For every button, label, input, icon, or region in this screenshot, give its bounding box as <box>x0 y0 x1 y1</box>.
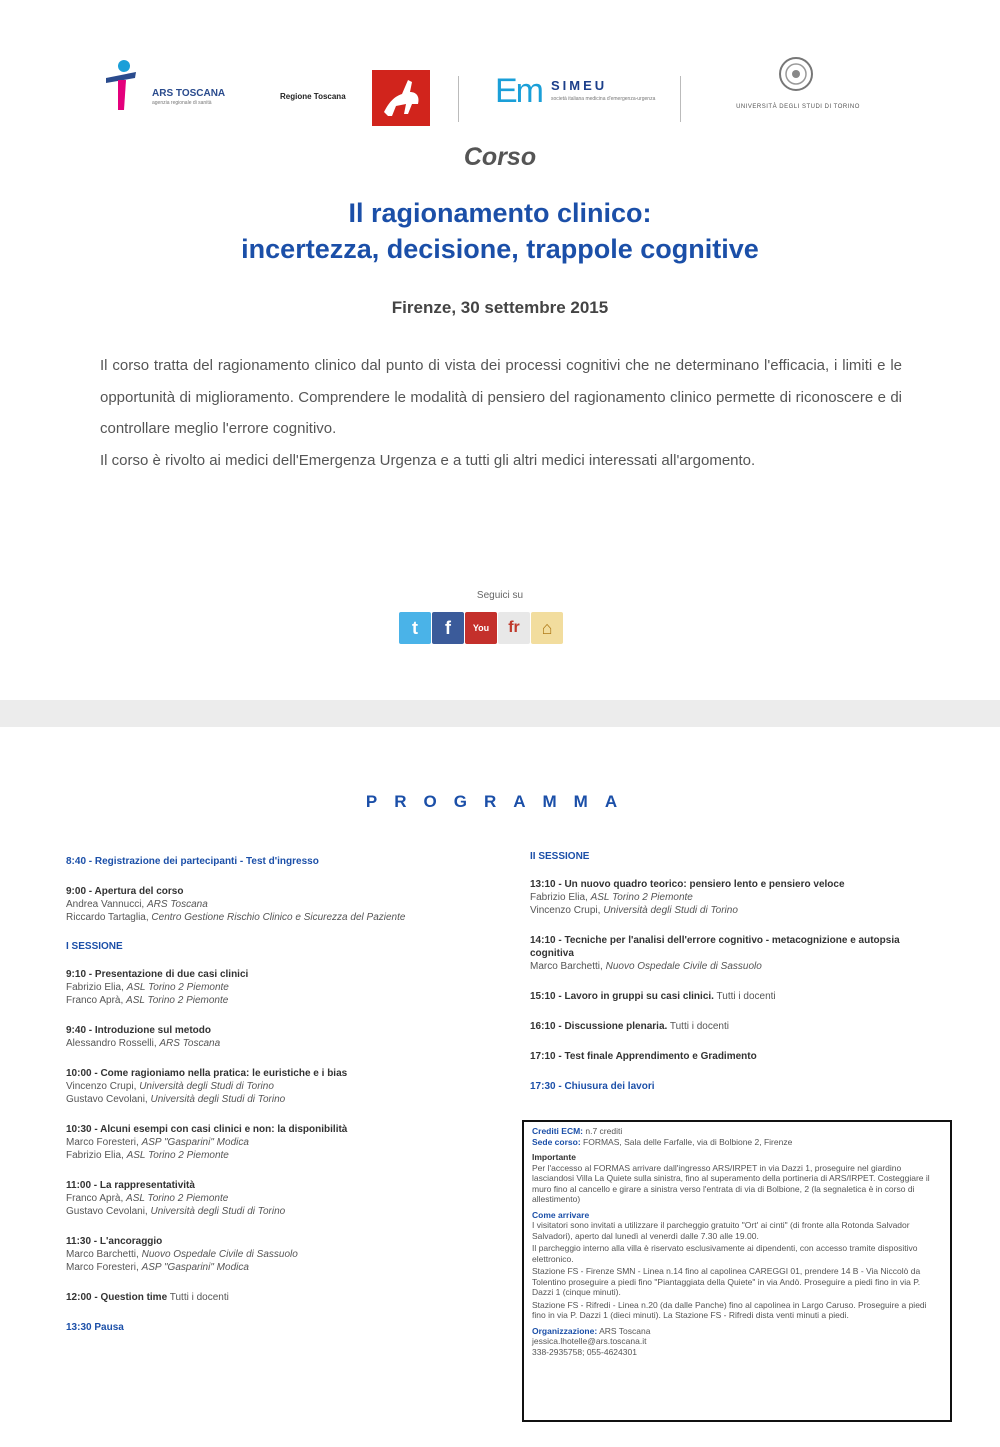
unito-name: UNIVERSITÀ DEGLI STUDI DI TORINO <box>736 104 860 110</box>
program-item-time-title: 10:30 - Alcuni esempi con casi clinici e non: la disponibilità <box>66 1124 348 1135</box>
program-item-time-title: 14:10 - Tecniche per l'analisi dell'errore cognitivo - metacognizione e autopsia cognitiva <box>530 935 900 959</box>
page-two <box>0 727 1000 1447</box>
speaker-line <box>530 960 910 973</box>
come-arrivare-text: Stazione FS - Rifredi - Linea n.20 (da dalle Panche) fino al capolinea in Largo Caruso. Proseguire a piedi fino in via P. Dazzi 1 (dieci minuti). La Stazione FS - Rifredi dista venti minuti a piedi. <box>532 1299 927 1320</box>
program-item-time-title: 11:00 - La rappresentatività <box>66 1180 195 1191</box>
program-item-title <box>66 968 466 981</box>
program-item-time-title: 11:30 - L'ancoraggio <box>66 1236 163 1247</box>
speaker-name: Fabrizio Elia, <box>66 1150 127 1161</box>
speaker-affiliation: Università degli Studi di Torino <box>150 1206 286 1217</box>
speaker-line <box>66 898 466 911</box>
speaker-affiliation: ASP "Gasparini" Modica <box>141 1137 249 1148</box>
program-item-title <box>66 1024 466 1037</box>
speaker-affiliation: ARS Toscana <box>159 1038 221 1049</box>
crediti-label: Crediti ECM: <box>532 1126 583 1136</box>
program-item-title <box>66 1179 466 1192</box>
info-box <box>522 1120 952 1422</box>
speaker-name: Marco Foresteri, <box>66 1137 142 1148</box>
speaker-line <box>66 1037 466 1050</box>
university-seal-icon <box>778 56 814 96</box>
program-item <box>530 1020 910 1033</box>
social-icons <box>399 612 564 644</box>
speaker-line <box>66 1261 466 1274</box>
speaker-line <box>66 1080 466 1093</box>
speaker-name: Fabrizio Elia, <box>66 982 127 993</box>
course-title <box>0 195 1000 267</box>
sede-value: FORMAS, Sala delle Farfalle, via di Bolbione 2, Firenze <box>580 1136 793 1147</box>
program-item-time-title: 9:40 - Introduzione sul metodo <box>66 1025 212 1036</box>
simeu-name: SIMEU <box>551 78 608 93</box>
program-item-title <box>66 1321 466 1334</box>
ars-name: ARS TOSCANA <box>152 88 226 99</box>
come-arrivare-label: Come arrivare <box>532 1209 590 1220</box>
simeu-logo <box>495 72 656 122</box>
program-item-title <box>530 851 910 862</box>
program-item-title <box>530 990 910 1003</box>
program-item-title <box>66 855 466 868</box>
speaker-name: Gustavo Cevolani, <box>66 1206 151 1217</box>
program-item-time-title: 15:10 - Lavoro in gruppi su casi clinici. <box>530 991 714 1002</box>
regione-toscana-logo <box>280 66 430 126</box>
simeu-subtitle: società italiana medicina d'emergenza-urgenza <box>551 96 656 102</box>
program-item <box>530 1050 910 1063</box>
speaker-name: Vincenzo Crupi, <box>66 1081 140 1092</box>
program-item-time-title: 16:10 - Discussione plenaria. <box>530 1021 668 1032</box>
speaker-line <box>66 1136 466 1149</box>
ars-toscana-logo <box>96 58 246 114</box>
program-heading: PROGRAMMA <box>365 792 635 811</box>
program-item-title <box>530 1050 910 1063</box>
speaker-line <box>66 1248 466 1261</box>
ars-subtitle: agenzia regionale di sanità <box>152 100 212 106</box>
program-item <box>66 885 466 924</box>
speaker-line <box>66 1149 466 1162</box>
facebook-icon[interactable]: f <box>432 612 464 644</box>
organizzazione-phone: 338-2935758; 055-4624301 <box>532 1346 637 1357</box>
program-right-column <box>530 851 910 1110</box>
importante-label: Importante <box>532 1152 576 1162</box>
program-left-column <box>66 855 466 1351</box>
program-item-time-title: 12:00 - Question time <box>66 1292 168 1303</box>
description-paragraph: Il corso è rivolto ai medici dell'Emergenza Urgenza e a tutti gli altri medici interessati all'argomento. <box>100 451 756 469</box>
program-item-title <box>530 1020 910 1033</box>
course-date: Firenze, 30 settembre 2015 <box>391 298 609 317</box>
program-item-time-title: 9:10 - Presentazione di due casi clinici <box>66 969 249 980</box>
course-description <box>100 350 902 476</box>
speaker-line <box>530 904 910 917</box>
speaker-affiliation: ASP "Gasparini" Modica <box>141 1262 249 1273</box>
program-item <box>530 878 910 917</box>
course-label: Corso <box>463 143 537 171</box>
speaker-affiliation: Centro Gestione Rischio Clinico e Sicurezza del Paziente <box>151 912 406 923</box>
program-item-suffix: Tutti i docenti <box>167 1292 229 1303</box>
come-arrivare-text: I visitatori sono invitati a utilizzare il parcheggio gratuito "Ort' ai cinti" (di fronte alla Rotonda Salvador Salvadori), aperto dal lunedì al venerdì dalle 7.30 alle 19.00. <box>532 1220 910 1241</box>
organizzazione-value: ARS Toscana <box>597 1325 651 1336</box>
organizzazione-label: Organizzazione: <box>532 1325 598 1336</box>
speaker-name: Franco Aprà, <box>66 995 127 1006</box>
organizzazione-email[interactable]: jessica.lhotelle@ars.toscana.it <box>532 1336 647 1346</box>
speaker-affiliation: Università degli Studi di Torino <box>150 1094 286 1105</box>
speaker-name: Fabrizio Elia, <box>530 892 591 903</box>
description-paragraph: Il corso tratta del ragionamento clinico dal punto di vista dei processi cognitivi che ne determinano l'efficacia, i limiti e le opportunità di miglioramento. Comprendere le modalità di pensiero del ragionamento clinico permette di riconoscere e di controllare meglio l'errore cognitivo. <box>100 357 902 437</box>
program-item-time-title: 10:00 - Come ragioniamo nella pratica: le euristiche e i bias <box>66 1068 348 1079</box>
twitter-icon[interactable]: t <box>399 612 431 644</box>
program-item-time-title: 13:30 Pausa <box>66 1322 124 1333</box>
follow-label: Seguici su <box>476 590 524 601</box>
speaker-affiliation: ASL Torino 2 Piemonte <box>126 995 229 1006</box>
speaker-affiliation: ASL Torino 2 Piemonte <box>590 892 693 903</box>
program-item-title <box>66 1067 466 1080</box>
speaker-affiliation: ASL Torino 2 Piemonte <box>126 982 229 993</box>
sede-label: Sede corso: <box>532 1136 581 1147</box>
program-item-title <box>530 934 910 960</box>
program-item-suffix: Tutti i docenti <box>667 1021 729 1032</box>
program-item-title <box>530 878 910 891</box>
program-item <box>530 1080 910 1093</box>
speaker-name: Riccardo Tartaglia, <box>66 912 152 923</box>
program-item-time-title: 8:40 - Registrazione dei partecipanti - Test d'ingresso <box>66 856 319 867</box>
program-item <box>66 968 466 1007</box>
importante-text: Per l'accesso al FORMAS arrivare dall'ingresso ARS/IRPET in via Dazzi 1, proseguire nel giardino lasciandosi Villa La Quiete sulla sinistra, fino al superamento della portineria di ARS/IRPET. Costeggiare il muro fino al cancello e girare a sinistra verso l'entrata di via di Bolbione, 2 (la segnaletica è in corso di allestimento) <box>532 1162 930 1204</box>
program-item-title <box>66 1235 466 1248</box>
speaker-line <box>66 911 466 924</box>
speaker-line <box>66 981 466 994</box>
ars-figure-icon <box>104 58 138 112</box>
speaker-line <box>66 1205 466 1218</box>
program-item-title <box>530 1080 910 1093</box>
crediti-value: n.7 crediti <box>583 1126 623 1136</box>
speaker-affiliation: Università degli Studi di Torino <box>603 905 738 916</box>
home-icon[interactable]: ⌂ <box>531 612 563 644</box>
program-item-time-title: II SESSIONE <box>530 851 590 862</box>
speaker-line <box>66 1093 466 1106</box>
course-title-line: incertezza, decisione, trappole cognitive <box>241 234 759 264</box>
program-item-title <box>66 1123 466 1136</box>
program-item <box>66 1123 466 1162</box>
program-item <box>66 855 466 868</box>
speaker-name: Marco Barchetti, <box>66 1249 142 1260</box>
speaker-name: Marco Barchetti, <box>530 961 606 972</box>
speaker-affiliation: ARS Toscana <box>146 899 208 910</box>
program-item <box>530 934 910 973</box>
flickr-icon[interactable]: fr <box>498 612 530 644</box>
program-item-title <box>66 1291 466 1304</box>
page-one <box>0 0 1000 700</box>
program-item <box>66 1024 466 1050</box>
program-item-time-title: 17:30 - Chiusura dei lavori <box>530 1081 655 1092</box>
program-item <box>66 1235 466 1274</box>
program-item-time-title: 17:10 - Test finale Apprendimento e Gradimento <box>530 1051 757 1062</box>
program-item-time-title: I SESSIONE <box>66 941 123 952</box>
program-item-time-title: 13:10 - Un nuovo quadro teorico: pensiero lento e pensiero veloce <box>530 879 845 890</box>
come-arrivare-text: Il parcheggio interno alla villa è riservato esclusivamente ai dipendenti, con accesso tramite dispositivo elettronico. <box>532 1243 918 1264</box>
session-heading <box>530 851 910 862</box>
speaker-line <box>530 891 910 904</box>
program-item-suffix: Tutti i docenti <box>713 991 776 1002</box>
speaker-affiliation: Nuovo Ospedale Civile di Sassuolo <box>605 961 762 972</box>
logo-strip <box>90 52 910 132</box>
program-item-title <box>66 885 466 898</box>
simeu-em-mark: Em <box>495 72 542 110</box>
speaker-name: Gustavo Cevolani, <box>66 1094 151 1105</box>
speaker-name: Marco Foresteri, <box>66 1262 142 1273</box>
logo-divider <box>458 76 459 122</box>
unito-logo <box>698 56 898 122</box>
logo-divider <box>680 76 681 122</box>
program-item-time-title: 9:00 - Apertura del corso <box>66 886 184 897</box>
speaker-name: Andrea Vannucci, <box>66 899 147 910</box>
regione-name: Regione Toscana <box>280 92 346 101</box>
speaker-affiliation: ASL Torino 2 Piemonte <box>126 1150 229 1161</box>
speaker-affiliation: Università degli Studi di Torino <box>139 1081 274 1092</box>
speaker-line <box>66 994 466 1007</box>
speaker-name: Franco Aprà, <box>66 1193 127 1204</box>
program-item <box>66 1179 466 1218</box>
speaker-affiliation: ASL Torino 2 Piemonte <box>126 1193 229 1204</box>
course-title-line: Il ragionamento clinico: <box>348 198 652 228</box>
program-item <box>66 1291 466 1304</box>
program-item <box>66 1321 466 1334</box>
program-item <box>66 1067 466 1106</box>
speaker-name: Vincenzo Crupi, <box>530 905 604 916</box>
speaker-line <box>66 1192 466 1205</box>
youtube-icon[interactable]: You <box>465 612 497 644</box>
come-arrivare-text: Stazione FS - Firenze SMN - Linea n.14 fino al capolinea CAREGGI 01, prendere 14 B - Via Niccolò da Tolentino proseguire a piedi fino "Piantaggiata della Quiete" in via Andò. Proseguire a piedi fino in via P. Dazzi 1 (cinque minuti). <box>532 1266 921 1297</box>
program-item <box>530 990 910 1003</box>
session-heading <box>66 941 466 952</box>
program-item-title <box>66 941 466 952</box>
speaker-affiliation: Nuovo Ospedale Civile di Sassuolo <box>141 1249 298 1260</box>
pegasus-flag-icon <box>372 70 430 126</box>
speaker-name: Alessandro Rosselli, <box>66 1038 160 1049</box>
